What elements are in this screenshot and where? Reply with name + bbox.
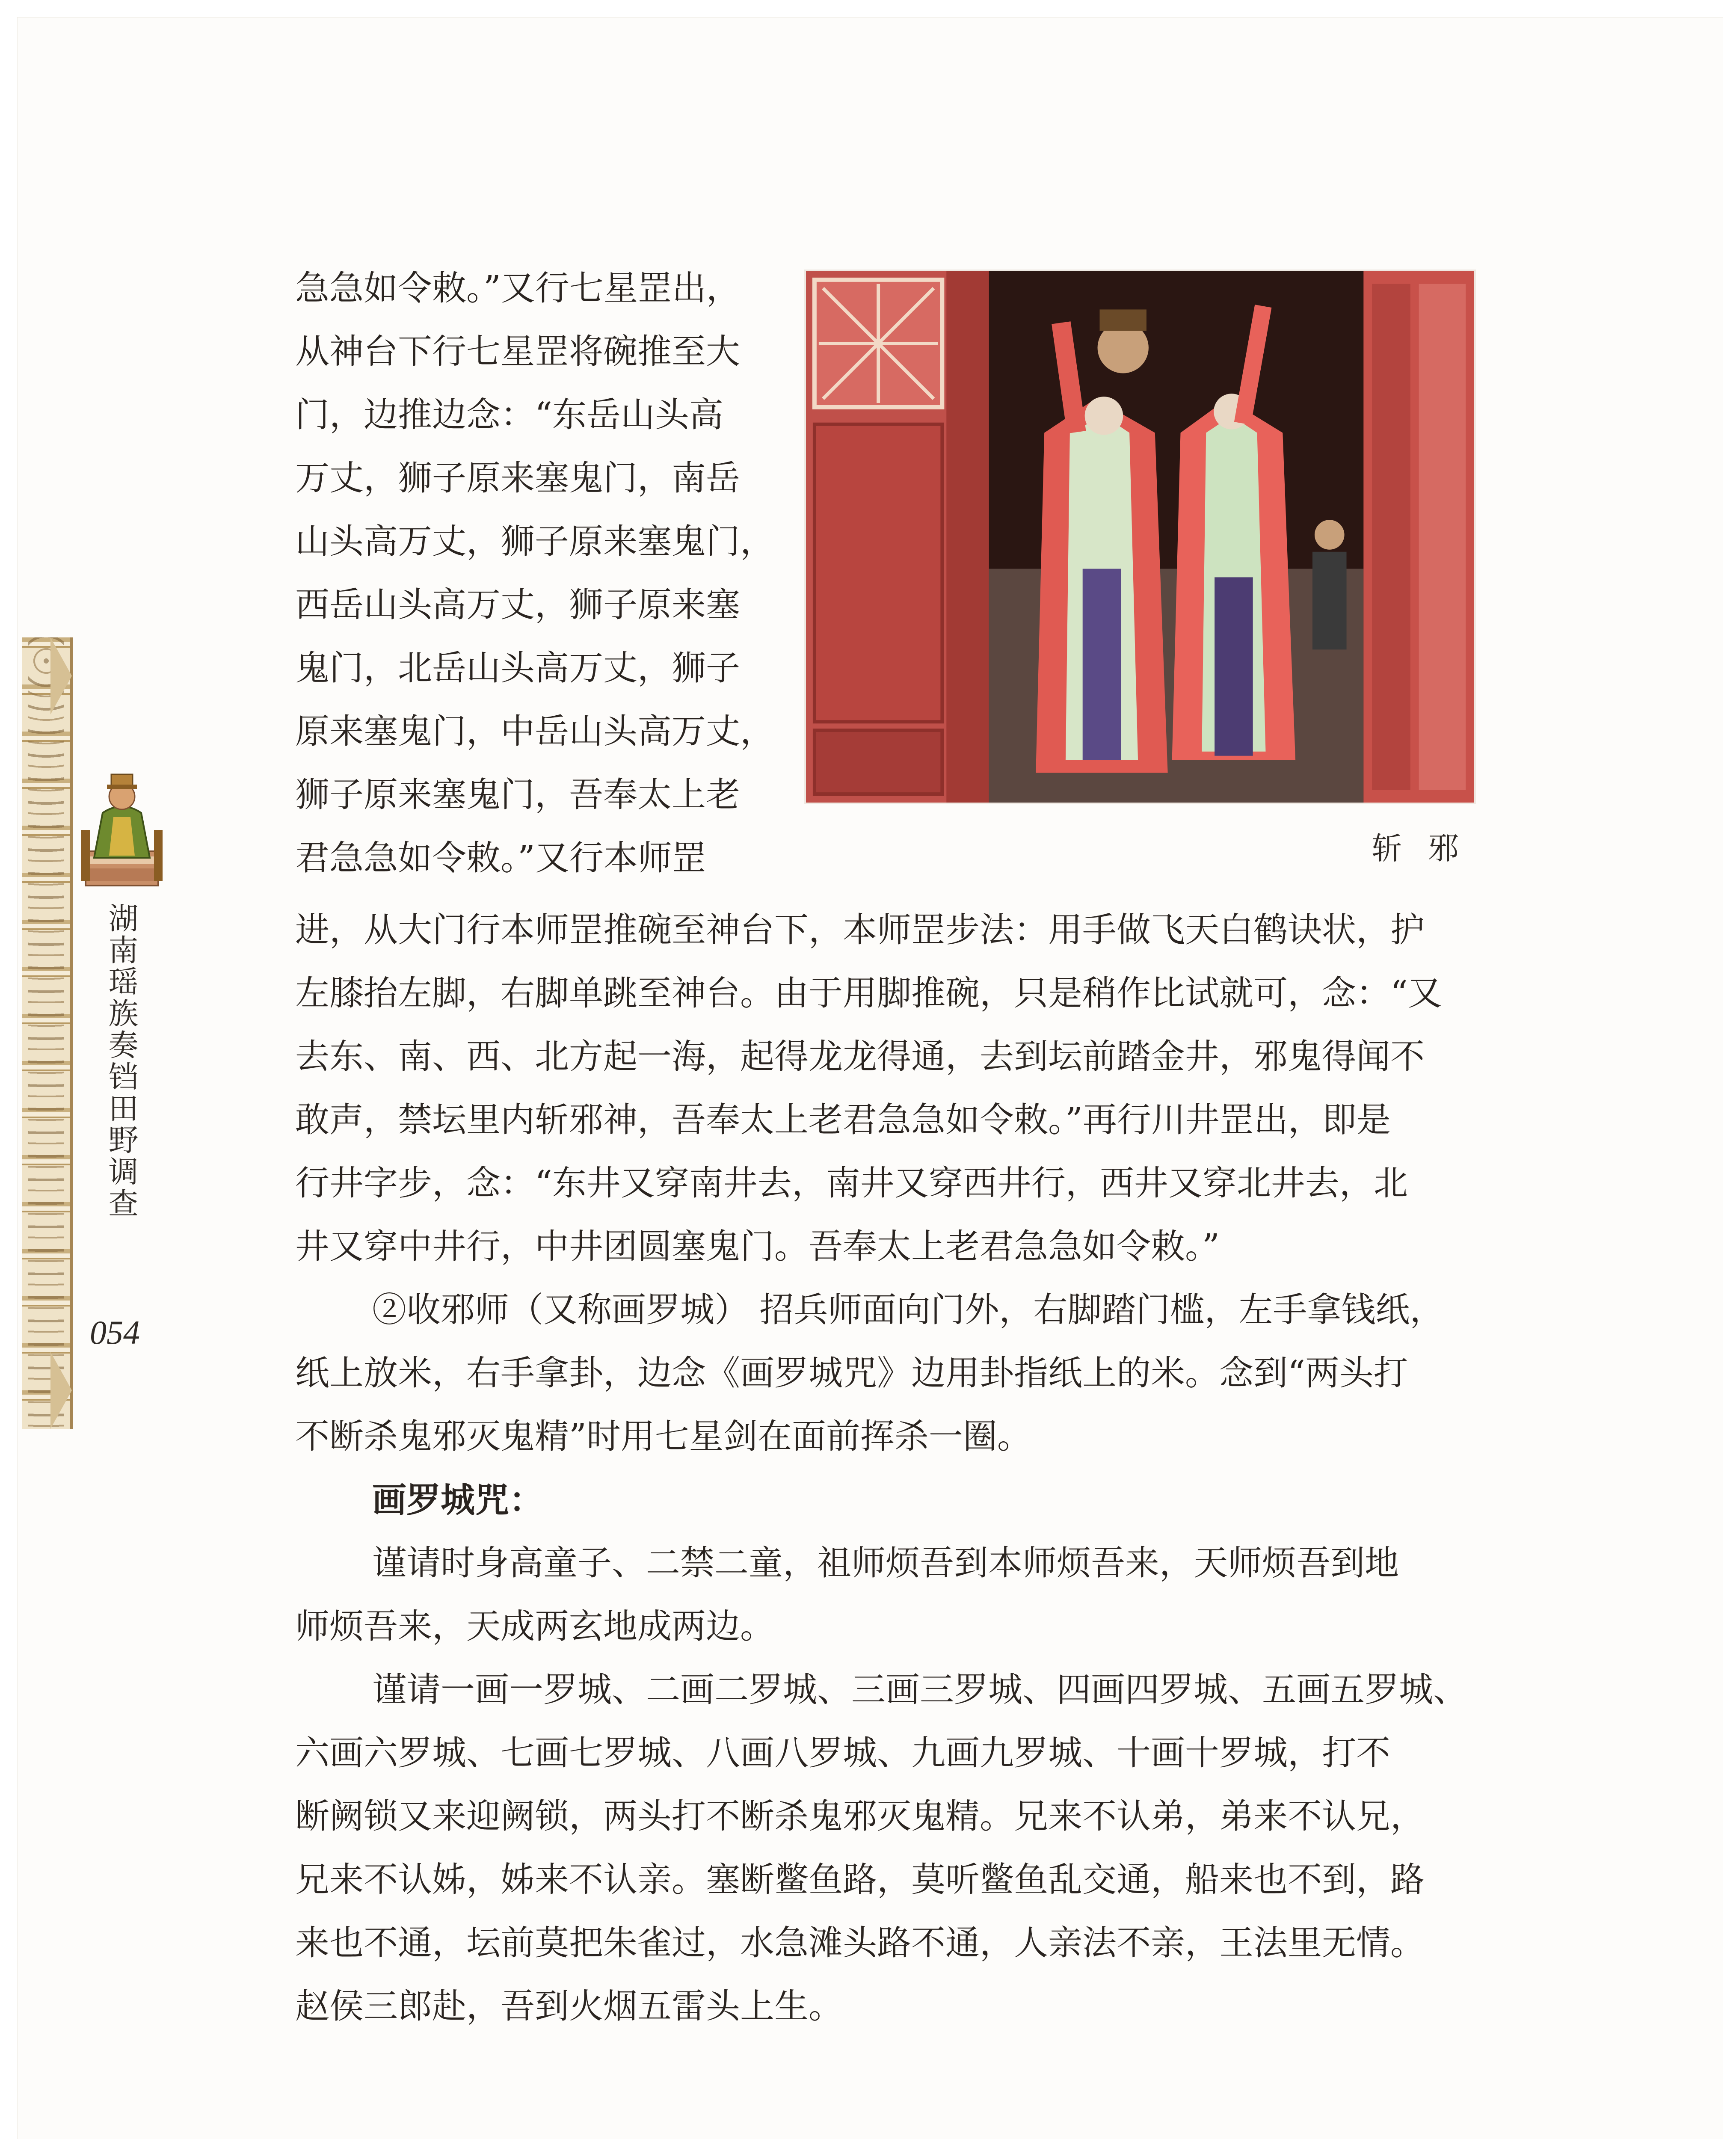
spell-line: 谨请一画一罗城、二画二罗城、三画三罗城、四画四罗城、五画五罗城、: [372, 1670, 1467, 1709]
text-line: 狮子原来塞鬼门，吾奉太上老: [295, 775, 740, 815]
text-line: 井又穿中井行，中井团圆塞鬼门。吾奉太上老君急急如令敕。”: [295, 1227, 1220, 1266]
spell-line: 赵侯三郎赴，吾到火烟五雷头上生。: [295, 1986, 843, 2026]
text-line: 山头高万丈，狮子原来塞鬼门，: [295, 521, 774, 561]
decorative-band-tip-bottom: [50, 1352, 72, 1429]
text-line: 从神台下行七星罡将碗推至大: [295, 332, 740, 371]
text-line: 君急急如令敕。”又行本师罡: [295, 838, 706, 878]
seated-deity-figure-icon: [77, 766, 167, 890]
running-title-vertical: 湖南瑶族奏铛田野调查: [104, 903, 139, 1219]
paragraph-line: 不断杀鬼邪灭鬼精”时用七星剑在面前挥杀一圈。: [295, 1416, 1031, 1456]
wide-text-area: [295, 898, 1493, 2038]
spell-line: 断阙锁又来迎阙锁，两头打不断杀鬼邪灭鬼精。兄来不认弟，弟来不认兄，: [295, 1796, 1425, 1836]
text-line: 急急如令敕。”又行七星罡出，: [295, 268, 741, 308]
spell-line: 六画六罗城、七画七罗城、八画八罗城、九画九罗城、十画十罗城，打不: [295, 1733, 1390, 1773]
text-line: 原来塞鬼门，中岳山头高万丈，: [295, 711, 774, 751]
decorative-side-band: [22, 637, 73, 1429]
text-line: 门，边推边念：“东岳山头高: [295, 395, 723, 435]
spell-line: 兄来不认姊，姊来不认亲。塞断鳖鱼路，莫听鳖鱼乱交通，船来也不到，路: [295, 1860, 1425, 1899]
narrow-text-column: [295, 257, 772, 890]
text-line: 西岳山头高万丈，狮子原来塞: [295, 585, 740, 625]
text-line: 行井字步，念：“东井又穿南井去，南井又穿西井行，西井又穿北井去，北: [295, 1163, 1408, 1203]
text-line: 万丈，狮子原来塞鬼门，南岳: [295, 458, 740, 498]
spell-line: 谨请时身高童子、二禁二童，祖师烦吾到本师烦吾来，天师烦吾到地: [372, 1543, 1399, 1583]
ritual-photo: [804, 270, 1476, 804]
text-line: 进，从大门行本师罡推碗至神台下，本师罡步法：用手做飞天白鹤诀状，护: [295, 910, 1425, 950]
page-number: 054: [90, 1314, 140, 1351]
text-line: 敢声，禁坛里内斩邪神，吾奉太上老君急急如令敕。”再行川井罡出，即是: [295, 1100, 1391, 1140]
text-line: 去东、南、西、北方起一海，起得龙龙得通，去到坛前踏金井，邪鬼得闻不: [295, 1037, 1425, 1076]
decorative-band-tip-top: [50, 637, 72, 714]
spell-heading: 画罗城咒：: [372, 1480, 543, 1520]
spell-line: 师烦吾来，天成两玄地成两边。: [295, 1606, 774, 1646]
spell-line: 来也不通，坛前莫把朱雀过，水急滩头路不通，人亲法不亲，王法里无情。: [295, 1923, 1425, 1963]
photo-caption: 斩邪: [1371, 830, 1484, 866]
text-line: 左膝抬左脚，右脚单跳至神台。由于用脚推碗，只是稍作比试就可，念：“又: [295, 973, 1442, 1013]
paragraph-line: ②收邪师（又称画罗城） 招兵师面向门外，右脚踏门槛，左手拿钱纸，: [372, 1290, 1444, 1330]
paragraph-line: 纸上放米，右手拿卦，边念《画罗城咒》边用卦指纸上的米。念到“两头打: [295, 1353, 1408, 1393]
text-line: 鬼门，北岳山头高万丈，狮子: [295, 648, 740, 688]
